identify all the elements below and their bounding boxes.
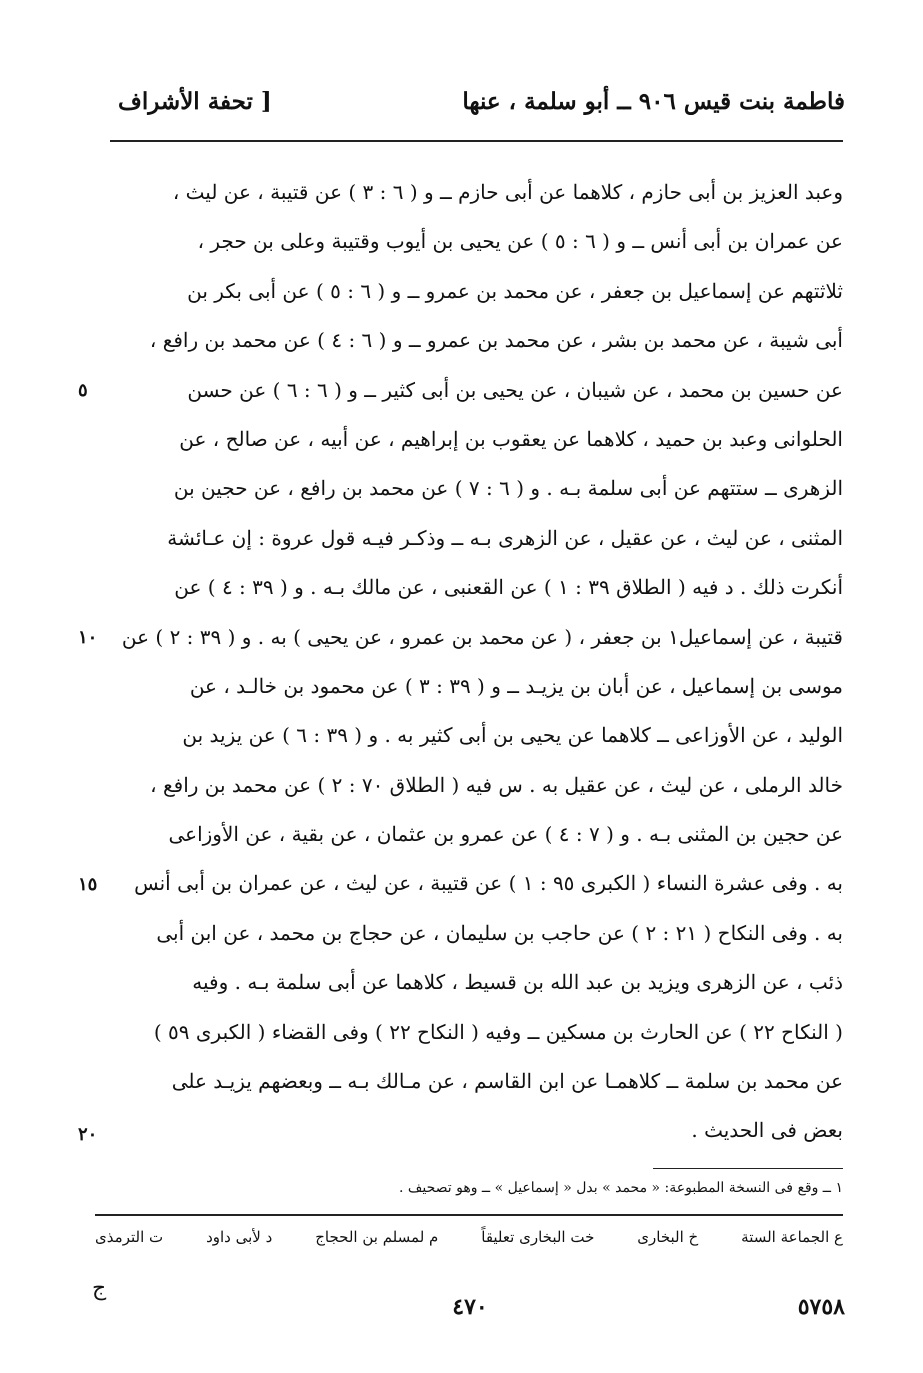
text-line: المثنى ، عن ليث ، عن عقيل ، عن الزهرى بـه ــ وذكـر فيـه قول عروة : إن عـائشة (167, 525, 843, 550)
abbreviations-key (95, 1228, 843, 1246)
footnote: ١ ــ وقع فى النسخة المطبوعة: « محمد » بدل « إسماعيل » ــ وهو تصحيف . (398, 1180, 843, 1196)
text-line: به . وفى عشرة النساء ( الكبرى ٩٥ : ١ ) عن قتيبة ، عن ليث ، عن عمران بن أبى أنس (134, 871, 843, 896)
hadith-text (108, 168, 843, 1156)
text-line: خالد الرملى ، عن ليث ، عن عقيل به . س فيه ( الطلاق ٧٠ : ٢ ) عن محمد بن رافع ، (150, 772, 843, 797)
page-number: ٤٧٠ (452, 1294, 488, 1320)
line-number-10: ١٠ (78, 627, 98, 648)
abbreviations-rule (95, 1214, 843, 1216)
text-line: الوليد ، عن الأوزاعى ــ كلاهما عن يحيى بن أبى كثير به . و ( ٣٩ : ٦ ) عن يزيد بن (182, 723, 843, 748)
abbrev-item: خت البخارى تعليقاً (481, 1228, 595, 1246)
hadith-number: ٥٧٥٨ (797, 1294, 845, 1320)
text-line: ذئب ، عن الزهرى ويزيد بن عبد الله بن قسيط ، كلاهما عن أبى سلمة بـه . وفيه (192, 970, 843, 995)
header-rule (110, 140, 843, 142)
line-number-5: ٥ (78, 380, 88, 401)
text-line: بعض فى الحديث . (691, 1118, 843, 1143)
volume-letter: ج (92, 1276, 107, 1301)
book-title: [ تحفة الأشراف (118, 88, 272, 115)
text-line: أبى شيبة ، عن محمد بن بشر ، عن محمد بن عمرو ــ و ( ٦ : ٤ ) عن محمد بن رافع ، (149, 328, 843, 353)
text-line: عن محمد بن سلمة ــ كلاهمـا عن ابن القاسم ، عن مـالك بـه ــ وبعضهم يزيـد على (171, 1069, 843, 1094)
line-number-20: ٢٠ (78, 1124, 98, 1145)
text-line: عن حسين بن محمد ، عن شيبان ، عن يحيى بن أبى كثير ــ و ( ٦ : ٦ ) عن حسن (187, 377, 843, 402)
text-line: الحلوانى وعبد بن حميد ، كلاهما عن يعقوب بن إبراهيم ، عن أبيه ، عن صالح ، عن (179, 426, 843, 451)
abbrev-item: خ البخارى (637, 1228, 699, 1246)
text-line: ثلاثتهم عن إسماعيل بن جعفر ، عن محمد بن عمرو ــ و ( ٦ : ٥ ) عن أبى بكر بن (187, 278, 843, 303)
abbrev-item: ع الجماعة الستة (741, 1228, 843, 1246)
text-line: قتيبة ، عن إسماعيل١ بن جعفر ، ( عن محمد بن عمرو ، عن يحيى ) به . و ( ٣٩ : ٢ ) عن (121, 624, 843, 649)
line-number-15: ١٥ (78, 874, 98, 895)
abbrev-item: م لمسلم بن الحجاج (315, 1228, 439, 1246)
text-line: ( النكاح ٢٢ ) عن الحارث بن مسكين ــ وفيه ( النكاح ٢٢ ) وفى القضاء ( الكبرى ٥٩ ) (153, 1019, 843, 1044)
text-line: موسى بن إسماعيل ، عن أبان بن يزيـد ــ و ( ٣٩ : ٣ ) عن محمود بن خالـد ، عن (189, 673, 843, 698)
text-line: به . وفى النكاح ( ٢١ : ٢ ) عن حاجب بن سليمان ، عن حجاج بن محمد ، عن ابن أبى (156, 920, 843, 945)
running-title: فاطمة بنت قيس ٩٠٦ ــ أبو سلمة ، عنها (462, 88, 845, 115)
text-line: أنكرت ذلك . د فيه ( الطلاق ٣٩ : ١ ) عن القعنبى ، عن مالك بـه . و ( ٣٩ : ٤ ) عن (174, 575, 843, 600)
abbrev-item: د لأبى داود (206, 1228, 273, 1246)
footnote-rule (653, 1168, 843, 1169)
text-line: الزهرى ــ ستتهم عن أبى سلمة بـه . و ( ٦ : ٧ ) عن محمد بن رافع ، عن حجين بن (173, 476, 843, 501)
text-line: عن عمران بن أبى أنس ــ و ( ٦ : ٥ ) عن يحيى بن أيوب وقتيبة وعلى بن حجر ، (197, 229, 843, 254)
abbrev-item: ت الترمذى (95, 1228, 164, 1246)
text-line: عن حجين بن المثنى بـه . و ( ٧ : ٤ ) عن عمرو بن عثمان ، عن بقية ، عن الأوزاعى (168, 822, 843, 847)
text-line: وعبد العزيز بن أبى حازم ، كلاهما عن أبى حازم ــ و ( ٦ : ٣ ) عن قتيبة ، عن ليث ، (172, 180, 843, 204)
